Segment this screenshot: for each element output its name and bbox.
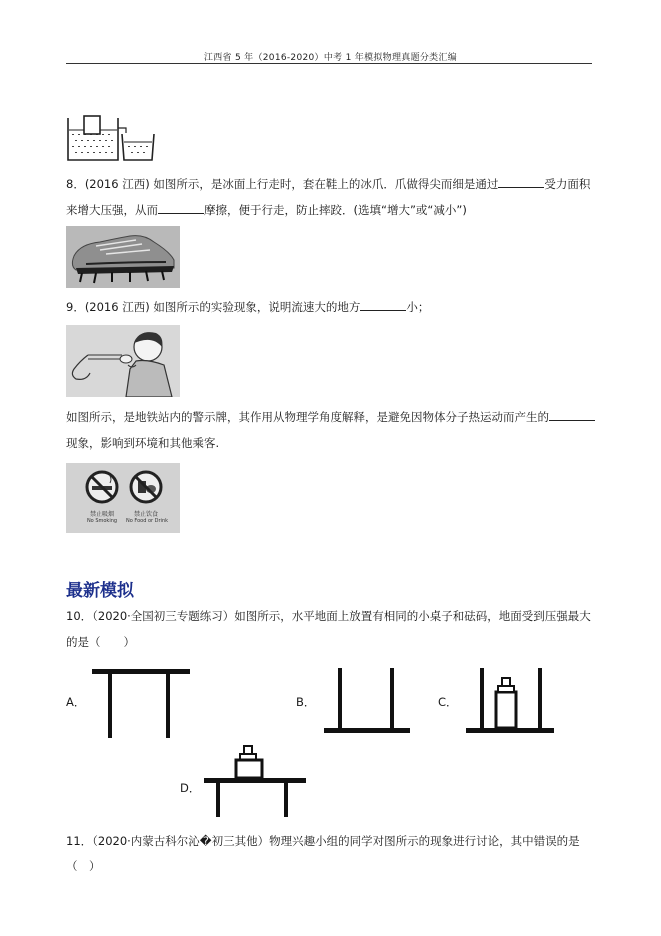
q8-text-b: 受力面积 — [544, 177, 591, 191]
q10-option-a-label[interactable]: A． — [66, 695, 86, 709]
q10-option-d-figure[interactable] — [202, 742, 308, 822]
no-food-label-en: No Food or Drink — [125, 518, 169, 524]
q10-option-d-label[interactable]: D． — [180, 781, 201, 795]
q10-line-2: 的是（ ） — [66, 635, 135, 649]
q10-option-c-figure[interactable] — [464, 664, 556, 736]
q8-answer-blank-2[interactable] — [158, 203, 204, 214]
q10-line-1: 10．（2020·全国初三专题练习）如图所示，水平地面上放置有相同的小桌子和砝码，地面受到压强最大 — [66, 609, 591, 623]
q10-option-b-figure[interactable] — [322, 664, 412, 736]
page-header-title: 江西省 5 年（2016-2020）中考 1 年模拟物理真题分类汇编 — [203, 53, 458, 63]
q9-answer-blank[interactable] — [360, 300, 406, 311]
q9-line-1 — [66, 299, 429, 315]
header-divider — [66, 63, 592, 64]
sign-question-line-2 — [66, 435, 219, 451]
q8-line-1 — [66, 176, 590, 192]
q9-text-b: 小； — [406, 300, 430, 314]
q8-text-c: 来增大压强，从而 — [66, 203, 158, 217]
water-container-figure — [66, 106, 158, 164]
q11-line-2: （ ） — [66, 859, 101, 873]
sign-question-line-1 — [66, 409, 595, 425]
blowing-paper-boy-image — [66, 325, 180, 397]
q8-answer-blank-1[interactable] — [498, 177, 544, 188]
no-smoking-icon — [84, 469, 120, 505]
q8-line-2 — [66, 202, 467, 218]
no-smoking-label-cn: 禁止吸烟 — [89, 511, 114, 518]
ice-claw-shoe-image — [66, 226, 180, 288]
sign-question-text-a: 如图所示，是地铁站内的警示牌，其作用从物理学角度解释，是避免因物体分子热运动而产生的 — [66, 410, 549, 424]
q9-text-a: 9．(2016 江西) 如图所示的实验现象，说明流速大的地方 — [66, 300, 361, 314]
q11-line-1: 11．（2020·内蒙古科尔沁�初三其他）物理兴趣小组的同学对图所示的现象进行讨论，其中错误的是 — [66, 834, 580, 848]
q10-option-c-label[interactable]: C． — [438, 695, 458, 709]
no-food-label-cn: 禁止饮食 — [133, 511, 158, 518]
q10-option-b-label[interactable]: B． — [296, 695, 316, 709]
q10-option-a-figure[interactable] — [88, 666, 194, 742]
sign-question-answer-blank[interactable] — [549, 410, 595, 421]
section-title: 最新模拟 — [66, 581, 134, 601]
warning-signs-image — [66, 463, 180, 533]
no-smoking-label-en: No Smoking — [86, 518, 118, 524]
sign-question-text-b: 现象，影响到环境和其他乘客. — [66, 436, 220, 450]
q8-text-d: 摩擦，便于行走，防止摔跤．(选填“增大”或“减小”) — [204, 203, 467, 217]
q8-text-a: 8．(2016 江西) 如图所示，是冰面上行走时，套在鞋上的冰爪．爪做得尖而细是通过 — [66, 177, 499, 191]
no-food-drink-icon — [128, 469, 164, 505]
